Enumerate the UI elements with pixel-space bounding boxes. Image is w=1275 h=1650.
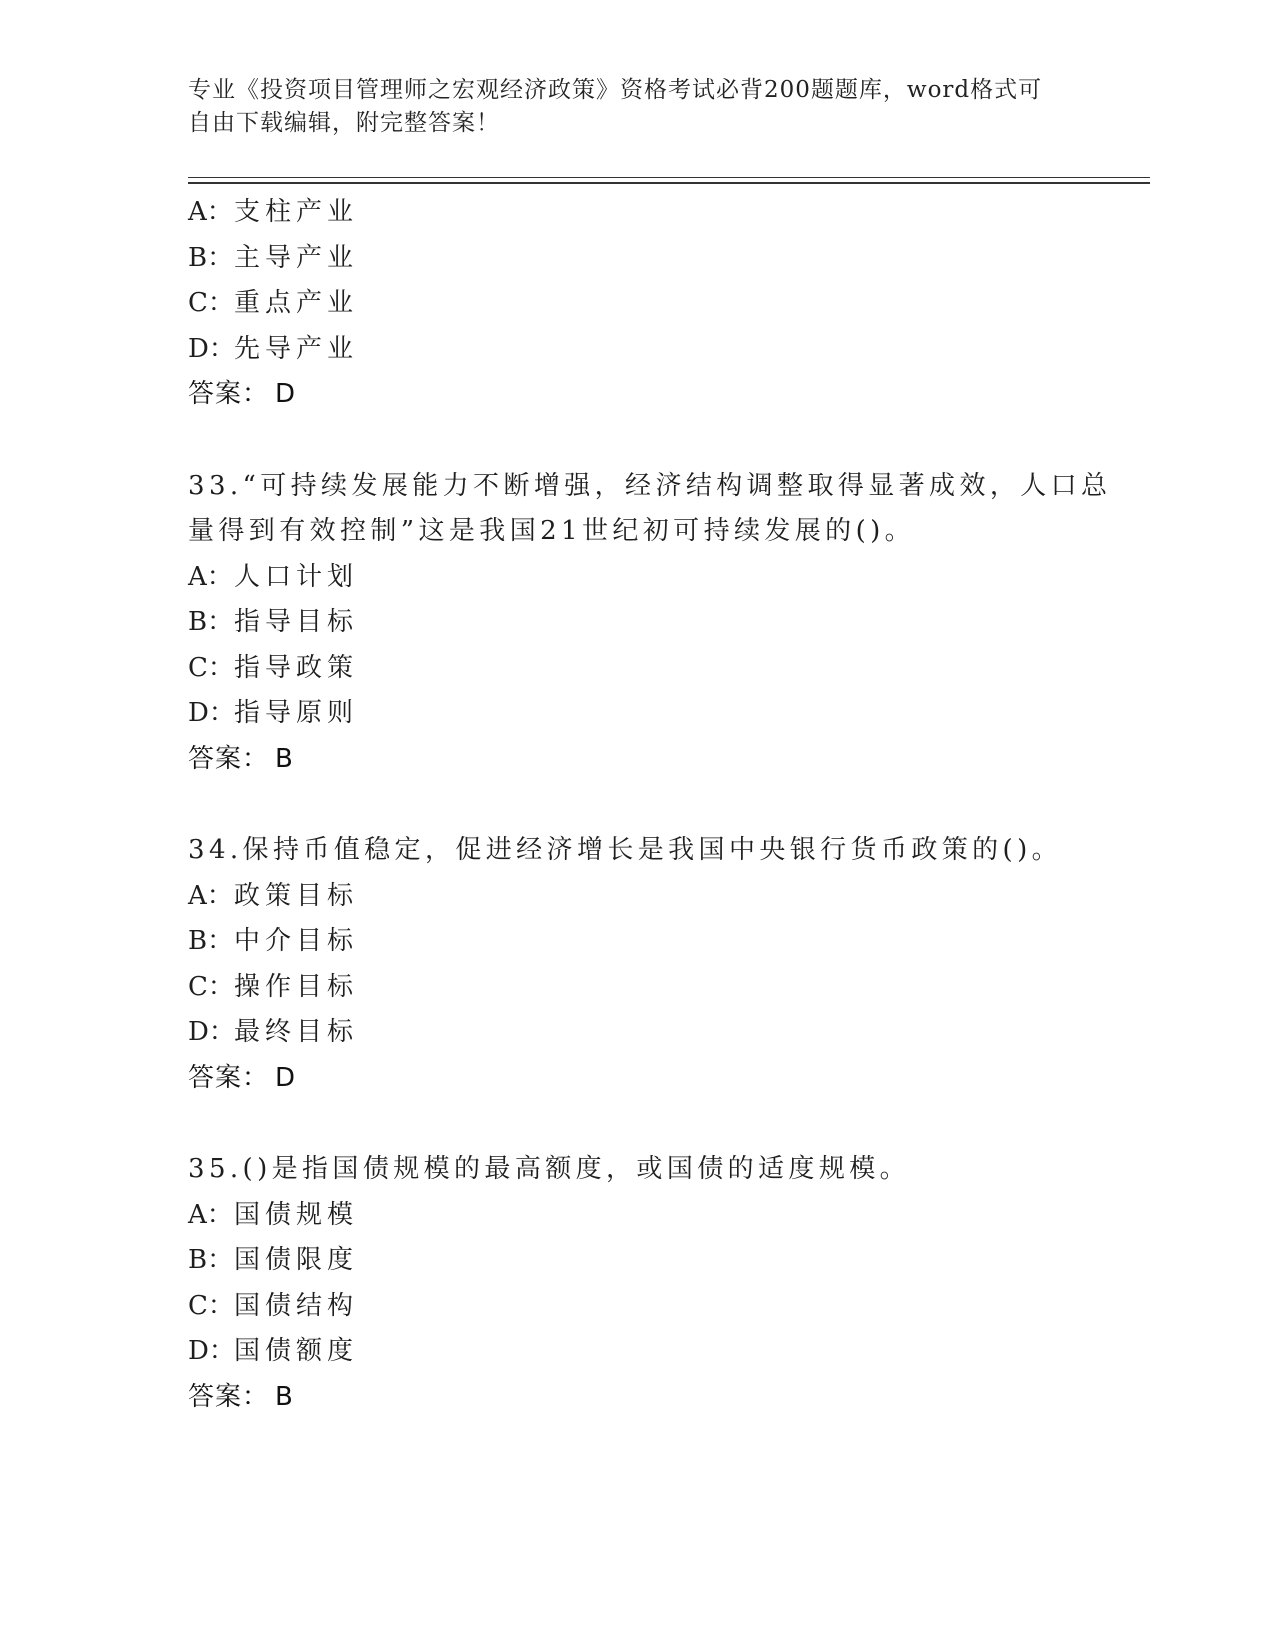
option-text: 中介目标 xyxy=(234,926,359,956)
header-line-2: 自由下载编辑，附完整答案！ xyxy=(188,110,500,136)
option-text: 指导原则 xyxy=(234,698,359,728)
question-32-tail xyxy=(188,190,1088,418)
answer-line xyxy=(188,1375,1088,1421)
option-d xyxy=(188,1329,1088,1375)
answer-label: 答案： xyxy=(188,379,270,409)
stem-line: 33.“可持续发展能力不断增强，经济结构调整取得显著成效，人口总 xyxy=(188,470,1112,501)
option-d xyxy=(188,1010,1088,1056)
option-text: 人口计划 xyxy=(234,561,359,592)
option-b xyxy=(188,1238,1088,1284)
option-d xyxy=(188,691,1088,737)
option-text: 国债结构 xyxy=(234,1290,359,1321)
option-key: A： xyxy=(188,561,233,592)
option-text: 国债限度 xyxy=(234,1245,359,1275)
option-text: 国债规模 xyxy=(234,1199,359,1230)
option-b xyxy=(188,600,1088,646)
option-a xyxy=(188,874,1088,920)
answer-label: 答案： xyxy=(188,1381,270,1412)
option-text: 指导目标 xyxy=(234,607,359,637)
answer-value: B xyxy=(275,743,294,774)
option-text: 支柱产业 xyxy=(234,197,359,227)
option-text: 最终目标 xyxy=(234,1017,359,1047)
option-key: C： xyxy=(188,652,234,683)
header-line-1: 专业《投资项目管理师之宏观经济政策》资格考试必背200题题库，word格式可 xyxy=(188,77,1043,103)
answer-value: D xyxy=(275,379,297,409)
question-stem xyxy=(188,828,1088,874)
answer-label: 答案： xyxy=(188,1062,270,1093)
document-header xyxy=(188,74,1068,140)
question-stem xyxy=(188,464,1112,555)
answer-value: B xyxy=(275,1381,294,1412)
stem-line: 35.()是指国债规模的最高额度，或国债的适度规模。 xyxy=(188,1154,911,1184)
question-gap xyxy=(188,782,1088,828)
question-33 xyxy=(188,464,1112,783)
option-key: A： xyxy=(188,880,233,911)
question-gap xyxy=(188,418,1088,464)
option-c xyxy=(188,281,1088,327)
question-stem xyxy=(188,1147,1088,1193)
answer-line xyxy=(188,737,1088,783)
stem-line: 量得到有效控制”这是我国21世纪初可持续发展的()。 xyxy=(188,516,916,546)
question-gap xyxy=(188,1101,1088,1147)
option-key: A： xyxy=(188,1199,233,1230)
option-text: 先导产业 xyxy=(234,333,359,364)
option-text: 主导产业 xyxy=(234,242,359,273)
option-d xyxy=(188,327,1088,373)
header-divider-thick xyxy=(188,182,1150,184)
question-34 xyxy=(188,828,1088,1101)
option-key: D： xyxy=(188,1017,235,1047)
option-key: D： xyxy=(188,698,235,728)
answer-line xyxy=(188,1056,1088,1102)
option-text: 指导政策 xyxy=(234,652,359,683)
option-key: B： xyxy=(188,242,234,273)
question-list xyxy=(188,190,1112,1420)
option-c xyxy=(188,646,1088,692)
option-text: 重点产业 xyxy=(234,288,359,318)
option-c xyxy=(188,1284,1088,1330)
option-key: D： xyxy=(188,1336,235,1366)
answer-line xyxy=(188,372,1088,418)
option-text: 政策目标 xyxy=(234,880,359,911)
option-a xyxy=(188,190,1088,236)
option-text: 操作目标 xyxy=(234,971,359,1002)
header-divider-thin xyxy=(188,177,1150,178)
option-b xyxy=(188,236,1088,282)
option-key: C： xyxy=(188,1290,234,1321)
option-key: C： xyxy=(188,971,234,1002)
option-a xyxy=(188,555,1088,601)
option-a xyxy=(188,1193,1088,1239)
option-key: B： xyxy=(188,1245,234,1275)
question-35 xyxy=(188,1147,1088,1420)
answer-label: 答案： xyxy=(188,743,270,774)
option-key: A： xyxy=(188,197,233,227)
stem-line: 34.保持币值稳定，促进经济增长是我国中央银行货币政策的()。 xyxy=(188,835,1063,865)
option-key: B： xyxy=(188,607,234,637)
option-key: D： xyxy=(188,333,235,364)
option-c xyxy=(188,965,1088,1011)
option-key: C： xyxy=(188,288,234,318)
option-key: B： xyxy=(188,926,234,956)
option-text: 国债额度 xyxy=(234,1336,359,1366)
answer-value: D xyxy=(275,1062,297,1093)
option-b xyxy=(188,919,1088,965)
